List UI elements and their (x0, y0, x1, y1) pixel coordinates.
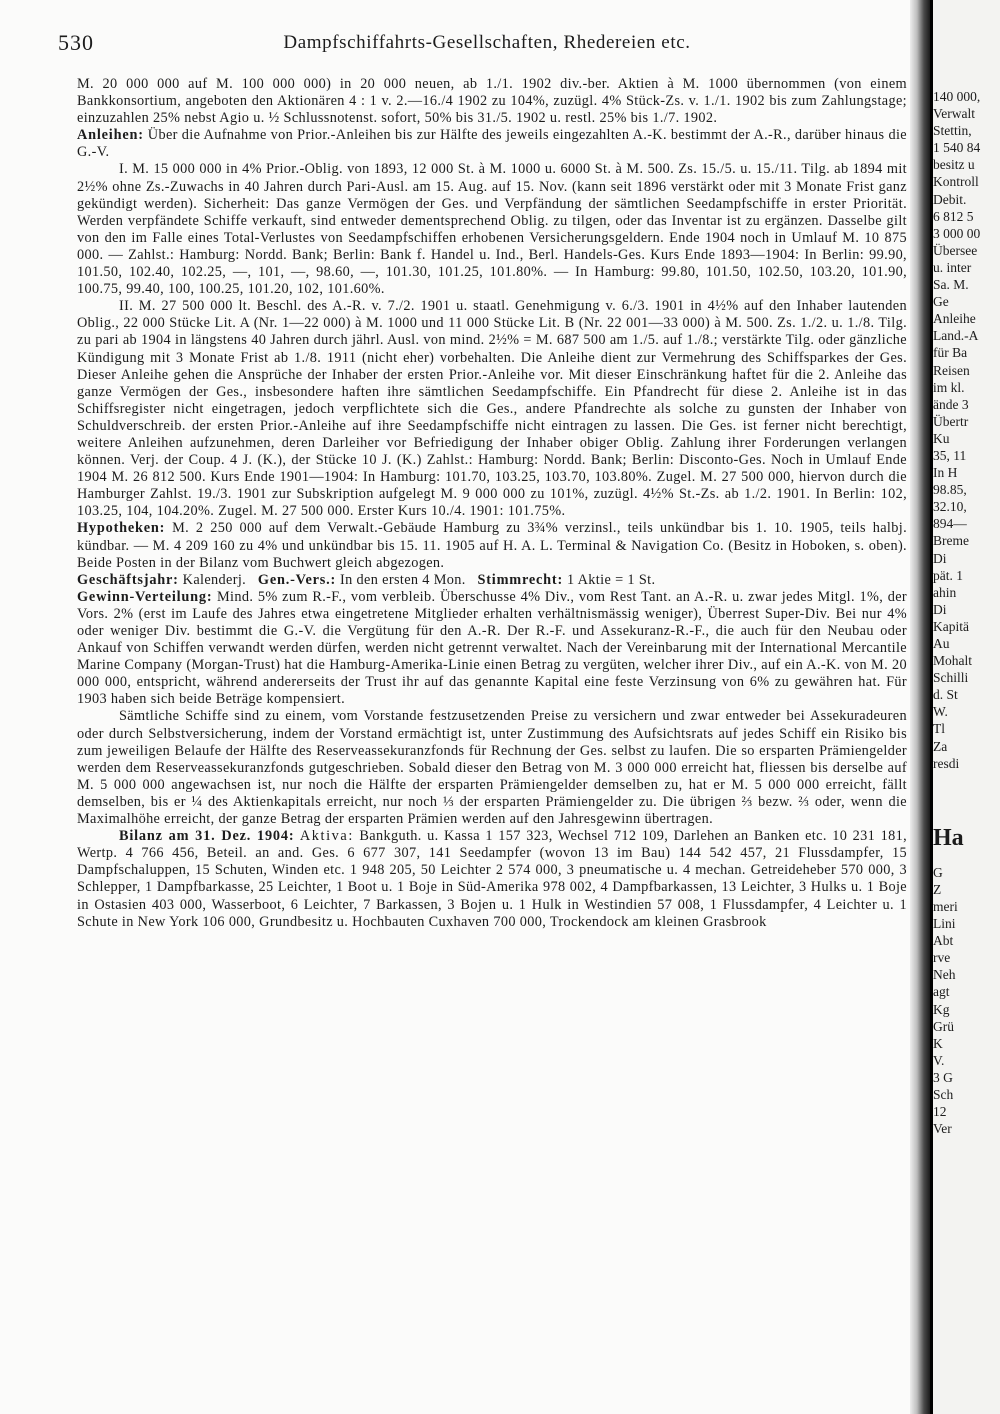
adjacent-page-fragment: für Ba (933, 345, 968, 361)
text-geschaeftsjahr: Kalenderj. (182, 571, 247, 588)
paragraph-gewinn-verteilung (77, 589, 907, 709)
text-gewinn-verteilung: Mind. 5% zum R.-F., vom verbleib. Überschusse 4% Div., vom Rest Tant. an A.-R. u. zwar jedes Mitgl. 1%, der Vors. 2% (erst im Laufe des Jahres etwa eingetretene Mitglieder erhalten verhältnismässig weniger), Überrest Super-Div. Bei nur 4% oder weniger Div. bestimmt die G.-V. die Vergütung für den A.-R. Der R.-F. und Assekuranz-R.-F., die auch für den Neubau oder Ankauf von Schiffen verwandt werden dürfen, werden nicht getrennt verwaltet. Nach der Vereinbarung mit der International Mercantile Marine Company (Morgan-Trust) hat die Hamburg-Amerika-Linie einen Betrag zu vergüten, welcher ihrer Div., auf ein A.-K. von M. 20 000 000, entspricht, während andererseits der Trust ihr auf das genannte Kapital eine feste Verzinsung von 6% zu gewähren hat. Für 1903 haben sich beide Beträge kompensiert. (77, 588, 907, 708)
adjacent-page-fragment: Di (933, 601, 947, 617)
adjacent-page-fragment: Kg (933, 1001, 950, 1017)
paragraph-anleihe-1: I. M. 15 000 000 in 4% Prior.-Oblig. von 1893, 12 000 St. à M. 1000 u. 6000 St. à M. 500. Zs. 15./5. u. 15./11. Tilg. ab 1894 mit 2½% ohne Zs.-Zuwachs in 40 Jahren durch Pari-Ausl. am 15. Aug. auf 15. Nov. (kann seit 1896 verstärkt oder mit 3 Monate Frist ganz gekündigt werden). Sicherheit: Das ganze Vermögen der Ges. und Verpfändung der sämtlichen Seedampfschiffe in erster Priorität. Werden verpfändete Schiffe verkauft, sind entweder dementsprechend Oblig. zu tilgen, oder das Inventar ist zu ergänzen. Dasselbe gilt von den im Falle eines Total-Verlustes von Seedampfschiffen erhobenen Versicherungsgeldern. Ende 1904 noch in Umlauf M. 10 875 000. — Zahlst.: Hamburg: Nordd. Bank; Berlin: Bank f. Handel u. Ind., Berl. Handels-Ges. Kurs Ende 1893—1904: In Berlin: 99.90, 101.50, 102.40, 102.25, —, 101, —, 98.60, —, 101.30, 101.25, 101.80%. — In Hamburg: 99.80, 101.50, 102.50, 103.20, 101.90, 100.75, 99.40, 100, 100.25, 101.20, 102, 101.60%. (77, 161, 907, 298)
label-geschaeftsjahr: Geschäftsjahr: (77, 571, 179, 588)
label-stimmrecht: Stimmrecht: (477, 571, 564, 588)
adjacent-page-fragment: Schilli (933, 670, 969, 686)
adjacent-page-fragment: V. (933, 1052, 945, 1068)
main-text-column (77, 76, 907, 1406)
adjacent-page-fragment: 32.10, (933, 499, 967, 515)
text-anleihen: Über die Aufnahme von Prior.-Anleihen bis zur Hälfte des jeweils eingezahlten A.-K. bestimmt der A.-R., darüber hinaus die G.-V. (77, 127, 907, 161)
label-hypotheken: Hypotheken: (77, 520, 166, 537)
adjacent-page-fragment: meri (933, 898, 958, 914)
text-gen-vers: In den ersten 4 Mon. (340, 571, 466, 588)
label-bilanz: Bilanz am 31. Dez. 1904: (119, 828, 295, 845)
adjacent-page-fragment: G (933, 864, 943, 880)
adjacent-page-fragment: Land.-A (933, 328, 979, 344)
adjacent-page-fragment: In H (933, 465, 958, 481)
adjacent-page-fragment: Übersee (933, 242, 978, 258)
adjacent-page-fragment: Kapitä (933, 618, 969, 634)
adjacent-page-fragment: Z (933, 881, 942, 897)
adjacent-page-fragment: W. (933, 704, 948, 720)
adjacent-page-fragment: 3 000 00 (933, 225, 981, 241)
adjacent-page-fragment: Lini (933, 916, 956, 932)
adjacent-page-fragment: Verwalt (933, 106, 975, 122)
adjacent-page-fragment: 35, 11 (933, 447, 967, 463)
adjacent-page-fragment: 1 540 84 (933, 140, 981, 156)
adjacent-page-fragment: Au (933, 636, 950, 651)
adjacent-page-fragment: 12 (933, 1104, 947, 1120)
adjacent-page-fragment: agt (933, 984, 950, 1000)
adjacent-page-fragment: 3 G (933, 1069, 953, 1085)
adjacent-page-fragment: Grü (933, 1018, 954, 1034)
paragraph-anleihen (77, 127, 907, 161)
label-gen-vers: Gen.-Vers.: (257, 571, 337, 588)
adjacent-page-fragment: Ku (933, 430, 950, 446)
adjacent-page-fragment: d. St (933, 687, 958, 703)
adjacent-page-fragment: 6 812 5 (933, 208, 974, 224)
adjacent-page-fragment: 98.85, (933, 482, 967, 498)
paragraph-capital-increase: M. 20 000 000 auf M. 100 000 000) in 20 000 neuen, ab 1./1. 1902 div.-ber. Aktien à M. 1000 übernommen (von einem Bankkonsortium, angeboten den Aktionären 4 : 1 v. 2.—16./4 1902 zu 104%, zuzügl. 4% Stück-Zs. v. 1./1. 1902 bis zum Zahlungstage; einzuzahlen 25% nebst Agio u. ½ Schlussnotenst. sofort, 50% bis 31./5. 1902 u. restl. 25% bis 1./7. 1902. (77, 76, 907, 127)
paragraph-anleihe-2: II. M. 27 500 000 lt. Beschl. des A.-R. v. 7./2. 1901 u. staatl. Genehmigung v. 6./3. 1901 in 4½% auf den Inhaber lautenden Oblig., 22 000 Stücke Lit. A (Nr. 1—22 000) à M. 1000 und 11 000 Stücke Lit. B (Nr. 22 001—33 000) à M. 500. Zs. 1./2. u. 1./8. Tilg. zu pari ab 1904 in längstens 40 Jahren durch jährl. Ausl. von mind. 2½% = M. 687 500 am 1./5. auf 1./8.; verstärkte Tilg. oder gänzliche Kündigung mit 3 Monate Frist ab 1./8. 1911 (nicht eher) vorbehalten. Die Anleihe dient zur Vermehrung des Schiffsparkes der Ges. Dieser Anleihe gehen die Ansprüche der Inhaber der ersten Prior.-Anleihe vor. Mit dieser Einschränkung haftet für die 2. Anleihe das ganze Vermögen der Ges., insbesondere haften ihre sämtlichen Seedampfschiffe. Ein Pfandrecht für diese 2. Anleihe ist in das Schiffsregister nicht eingetragen, jedoch verpflichtete sich die Ges., andere Pfandrechte als solche zu gunsten der Inhaber von Schuldverschreib. der ersten Prior.-Anleihe auf ihre Seedampfschiffe nicht eintragen zu lassen. Die Ges. ist ferner nicht berechtigt, weitere Anleihen aufzunehmen, deren Darleiher vor Befriedigung der Inhaber obiger Oblig. Zahlung ihrer Forderungen verlangen können. Verj. der Coup. 4 J. (K.), der Stücke 10 J. (K.) Zahlst.: Hamburg: Nordd. Bank; Berlin: Disconto-Ges. Noch in Umlauf Ende 1904 M. 26 812 500. Kurs Ende 1901—1904: In Hamburg: 101.70, 103.25, 103.70, 103.80%. Zugel. M. 27 500 000, hiervon durch die Hamburger Zahlst. 19./3. 1901 zur Subskription aufgelegt M. 9 000 000 zu 101%, zuzügl. 4½% St.-Zs. ab 1./2. 1901. In Berlin: 102, 103.25, 104, 104.20%. Zugel. M. 27 500 000. Erster Kurs 10./4. 1901: 101.75%. (77, 298, 907, 520)
adjacent-page-fragment: Ge (933, 294, 949, 310)
book-gutter (910, 0, 930, 1414)
adjacent-page-fragment: besitz u (933, 157, 975, 173)
adjacent-page-fragment: 894— (933, 516, 967, 532)
label-anleihen: Anleihen: (77, 127, 144, 144)
label-gewinn-verteilung: Gewinn-Verteilung: (77, 588, 213, 605)
running-head: Dampfschiffahrts-Gesellschaften, Rhedereien etc. (283, 32, 691, 53)
paragraph-versicherung: Sämtliche Schiffe sind zu einem, vom Vorstande festzusetzenden Preise zu versichern und zwar entweder bei Assekuradeuren oder durch Selbstversicherung, indem der Vorstand ermächtigt ist, unter Zustimmung des Aufsichtsrats auf jedes Schiff ein Risiko bis zum jeweiligen Belaufe der Hälfte des Reserveassekuranzfonds für Rechnung der Ges. selbst zu laufen. Die so ersparten Prämiengelder werden dem Reserveassekuranzfonds gutgeschrieben. Sobald dieser den Betrag von M. 3 000 000 erreicht hat, fliessen bis derselbe auf M. 5 000 000 angewachsen ist, nur noch die Hälfte der ersparten Prämiengelder demselben zu, hat er M. 5 000 000 erreicht, fällt demselben, bis er ¼ des Aktienkapitals erreicht, nur noch ⅓ der ersparten Prämiengelder zu. Die übrigen ⅔ bezw. ⅔ oder, wenn die Maximalhöhe erreicht, der ganze Betrag der ersparten Prämien werden auf den Jahresgewinn übertragen. (77, 708, 907, 828)
adjacent-page-fragment: ahin (933, 584, 957, 600)
adjacent-page-fragment: Ver (933, 1121, 952, 1137)
text-bilanz: Bankguth. u. Kassa 1 157 323, Wechsel 712 109, Darlehen an Banken etc. 10 231 181, Wertp. 4 766 456, Beteil. an and. Ges. 6 677 307, 141 Seedampfer (wovon 13 im Bau) 144 542 457, 21 Flussdampfer, 15 Dampfschaluppen, 15 Schuten, Winden etc. 1 948 205, 50 Leichter 2 574 000, 3 pneumatische u. 4 mechan. Getreideheber 570 000, 3 Schlepper, 1 Dampfbarkasse, 25 Leichter, 1 Boot u. 1 Boje in Süd-Amerika 978 002, 4 Dampfbarkassen, 13 Leichter, 3 Hulks u. 1 Boje in Ostasien 403 000, Wasserboot, 6 Leichter, 7 Barkassen, 3 Bojen u. 1 Hulk in Westindien 57 008, 1 Flussdampfer, 4 Leichter u. 1 Schute in New York 106 000, Grundbesitz u. Hochbauten Cuxhaven 700 000, Trockendock am kleinen Grasbrook (77, 828, 907, 930)
adjacent-page-fragment: Abt (933, 933, 954, 949)
text-stimmrecht: 1 Aktie = 1 St. (567, 571, 656, 588)
adjacent-page-fragment: Sch (933, 1086, 954, 1102)
paragraph-bilanz (77, 828, 907, 931)
paragraph-geschaeftsjahr (77, 572, 907, 589)
adjacent-page-fragment: ände 3 (933, 396, 969, 412)
page-header (58, 30, 916, 58)
adjacent-page-fragment: Di (933, 550, 947, 566)
adjacent-page-fragment: Reisen (933, 362, 970, 378)
adjacent-page-fragment: K (933, 1035, 943, 1051)
adjacent-page-fragment: rve (933, 950, 951, 966)
adjacent-page-fragment: Breme (933, 533, 969, 549)
adjacent-page-fragment: Ha (933, 824, 964, 851)
adjacent-page-fragment: resdi (933, 755, 960, 771)
label-aktiva: Aktiva: (299, 828, 354, 845)
adjacent-page-fragment: pät. 1 (933, 567, 963, 583)
adjacent-page-fragment: 140 000, (933, 89, 981, 104)
adjacent-page-fragment: Debit. (933, 191, 967, 207)
adjacent-page-fragment: u. inter (933, 259, 972, 275)
paragraph-hypotheken (77, 520, 907, 571)
adjacent-page-fragment: Übertr (933, 413, 969, 429)
adjacent-page-fragment: Neh (933, 967, 956, 983)
adjacent-page-fragment: im kl. (933, 379, 965, 395)
adjacent-page-fragment: Kontroll (933, 174, 979, 190)
adjacent-page-fragment: Stettin, (933, 123, 972, 139)
adjacent-page-fragment: Anleihe (933, 311, 976, 327)
adjacent-page-fragment: Tl (933, 721, 945, 737)
adjacent-page-fragment: Mohalt (933, 653, 972, 669)
adjacent-page-strip (933, 0, 1000, 1414)
page-number: 530 (58, 30, 94, 55)
text-hypotheken: M. 2 250 000 auf dem Verwalt.-Gebäude Hamburg zu 3¾% verzinsl., teils unkündbar bis 1. 10. 1905, teils halbj. kündbar. — M. 4 209 160 zu 4% und unkündbar bis 15. 11. 1905 auf H. A. L. Terminal & Navigation Co. (Besitz in Hoboken, s. oben). Beide Posten in der Bilanz vom Buchwert gleich abgezogen. (77, 520, 907, 571)
adjacent-page-fragment: Za (933, 738, 948, 754)
adjacent-page-fragment: Sa. M. (933, 277, 969, 293)
